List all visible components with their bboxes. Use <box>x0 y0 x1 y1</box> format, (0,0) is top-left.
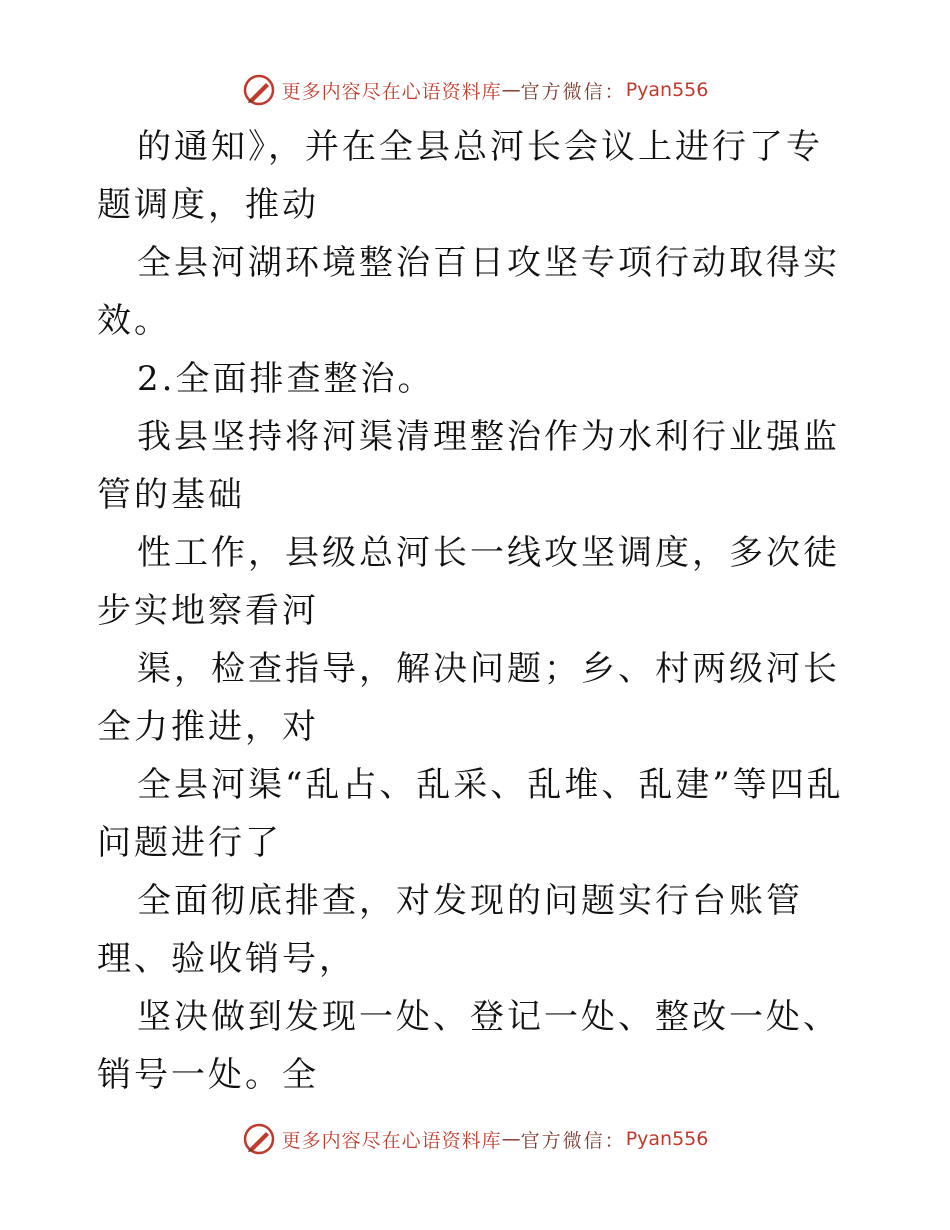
watermark-wechat-label: 官方微信： <box>520 1129 626 1152</box>
document-body <box>97 118 857 1104</box>
pen-logo-icon <box>242 1122 276 1156</box>
watermark-main-text: 更多内容尽在心语资料库 <box>281 80 502 103</box>
footer-watermark <box>0 1122 950 1156</box>
paragraph: 我县坚持将河渠清理整治作为水利行业强监管的基础 <box>97 417 840 515</box>
section-heading: 2.全面排查整治。 <box>137 359 435 399</box>
paragraph: 渠，检查指导，解决问题；乡、村两级河长全力推进，对 <box>97 649 840 747</box>
paragraph: 坚决做到发现一处、登记一处、整改一处、销号一处。全 <box>97 997 840 1095</box>
paragraph: 全县河湖环境整治百日攻坚专项行动取得实效。 <box>97 243 840 341</box>
watermark-separator: — <box>501 79 521 101</box>
watermark-main-text: 更多内容尽在心语资料库 <box>281 1129 502 1152</box>
watermark-separator: — <box>501 1128 521 1150</box>
watermark-wechat-id: Pyan556 <box>625 1128 709 1150</box>
watermark-wechat-id: Pyan556 <box>625 79 709 101</box>
paragraph: 全面彻底排查，对发现的问题实行台账管理、验收销号， <box>97 881 803 979</box>
pen-logo-icon <box>242 73 276 107</box>
paragraph: 全县河渠“乱占、乱采、乱堆、乱建”等四乱问题进行了 <box>97 765 844 863</box>
watermark-wechat-label: 官方微信： <box>520 80 626 103</box>
header-watermark <box>0 73 950 107</box>
paragraph: 性工作，县级总河长一线攻坚调度，多次徒步实地察看河 <box>97 533 840 631</box>
paragraph: 的通知》，并在全县总河长会议上进行了专题调度，推动 <box>97 127 823 225</box>
